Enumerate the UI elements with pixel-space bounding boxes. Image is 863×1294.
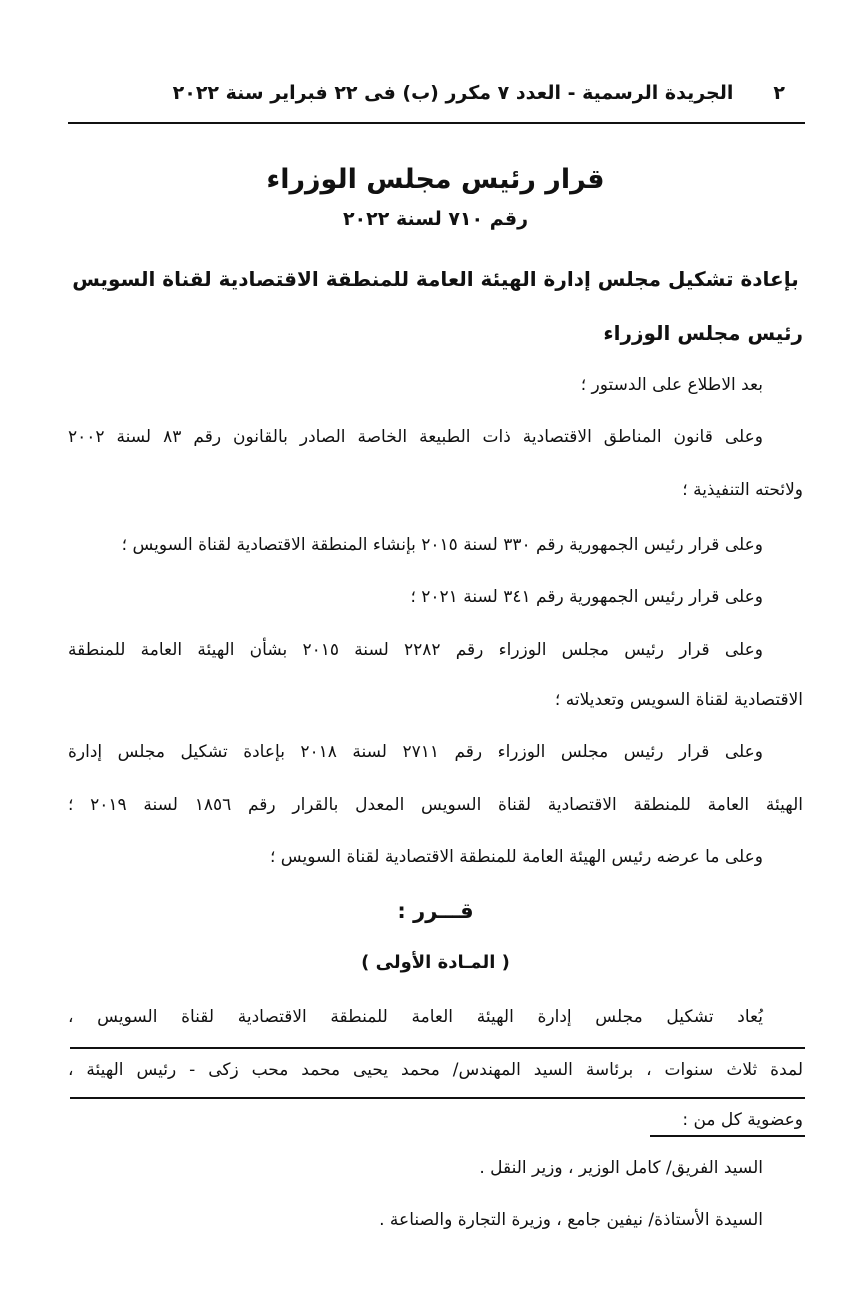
article-line: وعضوية كل من : — [682, 1110, 803, 1130]
underline — [650, 1135, 805, 1137]
decree-subject: بإعادة تشكيل مجلس إدارة الهيئة العامة للمنطقة الاقتصادية لقناة السويس — [72, 267, 799, 291]
preamble-line: ولائحته التنفيذية ؛ — [682, 480, 803, 500]
decided-heading: قـــرر : — [397, 899, 474, 923]
preamble-line: وعلى قانون المناطق الاقتصادية ذات الطبيعة الخاصة الصادر بالقانون رقم ٨٣ لسنة ٢٠٠٢ — [68, 427, 764, 447]
preamble-line: وعلى قرار رئيس الجمهورية رقم ٣٣٠ لسنة ٢٠١٥ بإنشاء المنطقة الاقتصادية لقناة السويس ؛ — [121, 535, 763, 555]
preamble-line: الاقتصادية لقناة السويس وتعديلاته ؛ — [554, 690, 803, 710]
preamble-line: وعلى قرار رئيس مجلس الوزراء رقم ٢٢٨٢ لسنة ٢٠١٥ بشأن الهيئة العامة للمنطقة — [68, 640, 763, 660]
preamble-line: وعلى ما عرضه رئيس الهيئة العامة للمنطقة الاقتصادية لقناة السويس ؛ — [270, 847, 763, 867]
article-line: يُعاد تشكيل مجلس إدارة الهيئة العامة للمنطقة الاقتصادية لقناة السويس ، — [68, 1007, 763, 1027]
preamble-line: الهيئة العامة للمنطقة الاقتصادية لقناة السويس المعدل بالقرار رقم ١٨٥٦ لسنة ٢٠١٩ ؛ — [68, 795, 803, 815]
page-number: ٢ — [773, 82, 785, 104]
article-line: لمدة ثلاث سنوات ، برئاسة السيد المهندس/ محمد يحيى محمد محب زكى - رئيس الهيئة ، — [68, 1060, 803, 1080]
underline — [70, 1097, 805, 1099]
preamble-line: وعلى قرار رئيس مجلس الوزراء رقم ٢٧١١ لسنة ٢٠١٨ بإعادة تشكيل مجلس إدارة — [68, 742, 763, 762]
running-title: الجريدة الرسمية - العدد ٧ مكرر (ب) فى ٢٢ فبراير سنة ٢٠٢٢ — [172, 82, 734, 104]
page-header — [68, 78, 803, 108]
decree-issuer: رئيس مجلس الوزراء — [603, 321, 803, 345]
decree-title: قرار رئيس مجلس الوزراء — [266, 164, 605, 195]
article-line: السيد الفريق/ كامل الوزير ، وزير النقل . — [479, 1158, 763, 1178]
underline — [70, 1047, 805, 1049]
preamble-line: وعلى قرار رئيس الجمهورية رقم ٣٤١ لسنة ٢٠٢١ ؛ — [410, 587, 763, 607]
article-line: السيدة الأستاذة/ نيفين جامع ، وزيرة التجارة والصناعة . — [379, 1210, 763, 1230]
decree-number: رقم ٧١٠ لسنة ٢٠٢٢ — [342, 208, 529, 230]
preamble-line: بعد الاطلاع على الدستور ؛ — [580, 375, 763, 395]
header-rule — [68, 122, 805, 124]
article-title: ( المـادة الأولى ) — [361, 952, 510, 973]
